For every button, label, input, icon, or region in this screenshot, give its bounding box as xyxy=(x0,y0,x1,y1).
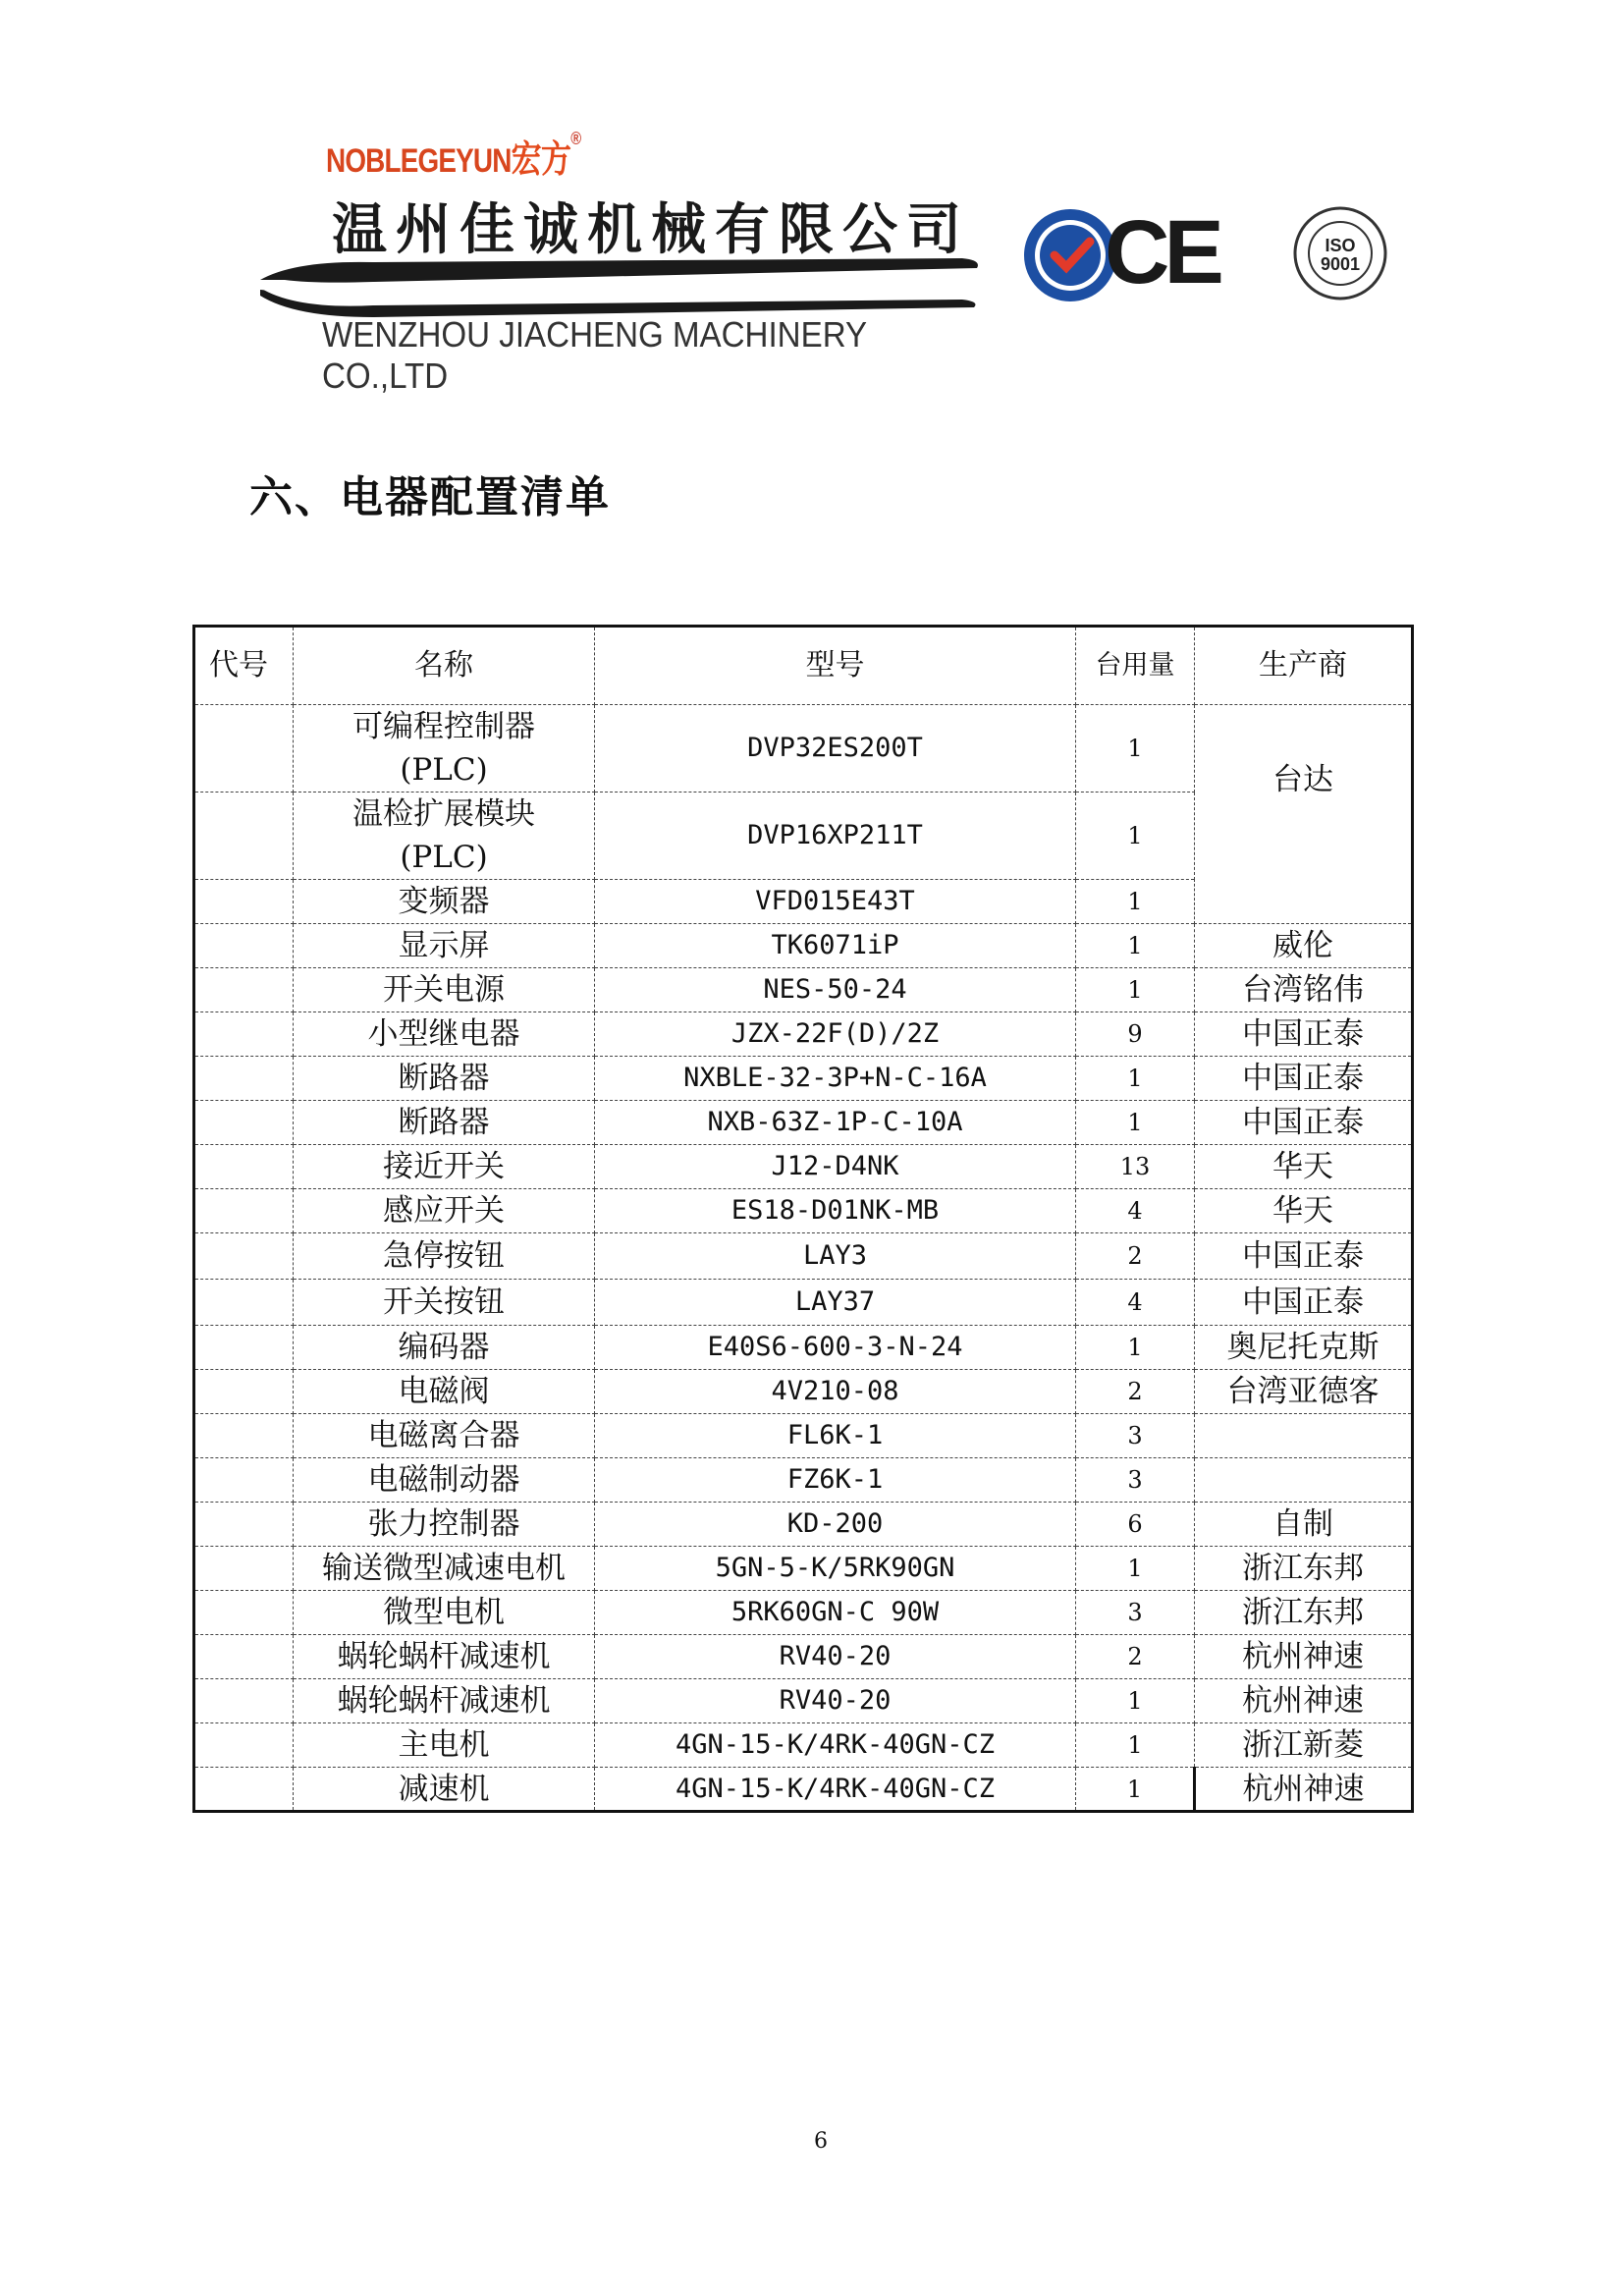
header-code: 代号 xyxy=(194,627,294,705)
cell-qty: 1 xyxy=(1076,1326,1195,1370)
cell-model: J12-D4NK xyxy=(595,1145,1076,1189)
cell-manufacturer: 杭州神速 xyxy=(1195,1679,1413,1723)
table-header-row xyxy=(194,627,1413,705)
cell-name: 变频器 xyxy=(294,880,595,924)
table-row xyxy=(194,1414,1413,1458)
cell-qty: 3 xyxy=(1076,1591,1195,1635)
cell-manufacturer: 中国正泰 xyxy=(1195,1280,1413,1326)
cell-manufacturer: 自制 xyxy=(1195,1503,1413,1547)
cell-model: 5GN-5-K/5RK90GN xyxy=(595,1547,1076,1591)
brand-logo-text: NOBLEGEYUN宏方® xyxy=(326,129,581,181)
table-row xyxy=(194,1458,1413,1503)
table-row xyxy=(194,1591,1413,1635)
header-name: 名称 xyxy=(294,627,595,705)
cell-model: E40S6-600-3-N-24 xyxy=(595,1326,1076,1370)
cell-name: 输送微型减速电机 xyxy=(294,1547,595,1591)
cell-name: 可编程控制器(PLC) xyxy=(294,705,595,793)
cell-name: 减速机 xyxy=(294,1768,595,1812)
cell-model: RV40-20 xyxy=(595,1635,1076,1679)
cell-model: NES-50-24 xyxy=(595,968,1076,1012)
cell-model: NXB-63Z-1P-C-10A xyxy=(595,1101,1076,1145)
cell-code xyxy=(194,1101,294,1145)
cell-name: 开关按钮 xyxy=(294,1280,595,1326)
cell-qty: 1 xyxy=(1076,968,1195,1012)
table-row xyxy=(194,1723,1413,1768)
page-number: 6 xyxy=(814,2129,828,2154)
cell-qty: 6 xyxy=(1076,1503,1195,1547)
cell-code xyxy=(194,1414,294,1458)
cell-manufacturer: 中国正泰 xyxy=(1195,1101,1413,1145)
cell-name: 接近开关 xyxy=(294,1145,595,1189)
section-title: 六、电器配置清单 xyxy=(249,472,611,522)
table-row xyxy=(194,1012,1413,1057)
header-model: 型号 xyxy=(595,627,1076,705)
cell-code xyxy=(194,1503,294,1547)
cell-manufacturer: 浙江东邦 xyxy=(1195,1591,1413,1635)
cell-manufacturer: 浙江东邦 xyxy=(1195,1547,1413,1591)
cell-qty: 1 xyxy=(1076,1101,1195,1145)
cell-qty: 1 xyxy=(1076,1768,1195,1812)
cell-manufacturer: 中国正泰 xyxy=(1195,1233,1413,1280)
table-row xyxy=(194,1233,1413,1280)
cell-name: 急停按钮 xyxy=(294,1233,595,1280)
cell-name: 温检扩展模块(PLC) xyxy=(294,793,595,880)
ce-mark: CE xyxy=(1105,202,1218,302)
svg-text:ISO: ISO xyxy=(1325,236,1356,255)
company-name-cn: 温州佳诚机械有限公司 xyxy=(332,197,970,262)
cell-code xyxy=(194,1635,294,1679)
cell-code xyxy=(194,1768,294,1812)
cell-code xyxy=(194,1326,294,1370)
table-row xyxy=(194,1145,1413,1189)
cell-name: 感应开关 xyxy=(294,1189,595,1233)
cell-model: 4GN-15-K/4RK-40GN-CZ xyxy=(595,1723,1076,1768)
cell-name: 断路器 xyxy=(294,1057,595,1101)
company-name-en: WENZHOU JIACHENG MACHINERY CO.,LTD xyxy=(322,314,867,396)
cell-qty: 9 xyxy=(1076,1012,1195,1057)
cell-code xyxy=(194,1233,294,1280)
cell-qty: 2 xyxy=(1076,1635,1195,1679)
electrical-config-table xyxy=(192,625,1414,1813)
cell-qty: 3 xyxy=(1076,1458,1195,1503)
cell-qty: 2 xyxy=(1076,1370,1195,1414)
table-row xyxy=(194,705,1413,793)
cell-code xyxy=(194,1057,294,1101)
cell-code xyxy=(194,705,294,793)
table-row xyxy=(194,1547,1413,1591)
cell-qty: 1 xyxy=(1076,924,1195,968)
cell-qty: 1 xyxy=(1076,1057,1195,1101)
cell-code xyxy=(194,1370,294,1414)
cell-model: FL6K-1 xyxy=(595,1414,1076,1458)
table-row xyxy=(194,1280,1413,1326)
cell-model: LAY3 xyxy=(595,1233,1076,1280)
cell-manufacturer: 台达 xyxy=(1195,705,1413,924)
cell-name: 编码器 xyxy=(294,1326,595,1370)
cell-name: 蜗轮蜗杆减速机 xyxy=(294,1679,595,1723)
cell-qty: 1 xyxy=(1076,793,1195,880)
cell-qty: 13 xyxy=(1076,1145,1195,1189)
swoosh-graphic xyxy=(255,241,1001,319)
cell-model: LAY37 xyxy=(595,1280,1076,1326)
cell-model: JZX-22F(D)/2Z xyxy=(595,1012,1076,1057)
table-row xyxy=(194,1635,1413,1679)
cell-model: NXBLE-32-3P+N-C-16A xyxy=(595,1057,1076,1101)
cell-model: KD-200 xyxy=(595,1503,1076,1547)
table-row xyxy=(194,968,1413,1012)
cell-manufacturer: 杭州神速 xyxy=(1195,1635,1413,1679)
cell-code xyxy=(194,1591,294,1635)
cell-name: 电磁离合器 xyxy=(294,1414,595,1458)
table-row xyxy=(194,1189,1413,1233)
cell-code xyxy=(194,1679,294,1723)
cell-qty: 1 xyxy=(1076,1679,1195,1723)
cell-manufacturer xyxy=(1195,1458,1413,1503)
cell-qty: 3 xyxy=(1076,1414,1195,1458)
cell-name: 蜗轮蜗杆减速机 xyxy=(294,1635,595,1679)
cell-name: 开关电源 xyxy=(294,968,595,1012)
company-logo xyxy=(255,113,1031,396)
table-row xyxy=(194,1679,1413,1723)
cell-name: 微型电机 xyxy=(294,1591,595,1635)
cell-model: TK6071iP xyxy=(595,924,1076,968)
header-manufacturer: 生产商 xyxy=(1195,627,1413,705)
cell-name: 小型继电器 xyxy=(294,1012,595,1057)
cell-code xyxy=(194,1723,294,1768)
cell-manufacturer: 华天 xyxy=(1195,1189,1413,1233)
cell-model: VFD015E43T xyxy=(595,880,1076,924)
header-qty: 台用量 xyxy=(1076,627,1195,705)
cell-model: 5RK60GN-C 90W xyxy=(595,1591,1076,1635)
cell-model: 4GN-15-K/4RK-40GN-CZ xyxy=(595,1768,1076,1812)
cell-code xyxy=(194,1280,294,1326)
cell-manufacturer: 奥尼托克斯 xyxy=(1195,1326,1413,1370)
cell-name: 电磁制动器 xyxy=(294,1458,595,1503)
cell-qty: 2 xyxy=(1076,1233,1195,1280)
table-row xyxy=(194,1370,1413,1414)
cell-manufacturer: 威伦 xyxy=(1195,924,1413,968)
cell-model: ES18-D01NK-MB xyxy=(595,1189,1076,1233)
cell-code xyxy=(194,1547,294,1591)
cell-code xyxy=(194,1012,294,1057)
cell-manufacturer: 台湾亚德客 xyxy=(1195,1370,1413,1414)
cell-model: RV40-20 xyxy=(595,1679,1076,1723)
cell-name: 张力控制器 xyxy=(294,1503,595,1547)
svg-text:9001: 9001 xyxy=(1320,254,1361,274)
cell-qty: 4 xyxy=(1076,1189,1195,1233)
table-row xyxy=(194,1326,1413,1370)
table-row xyxy=(194,1768,1413,1812)
cell-manufacturer: 杭州神速 xyxy=(1195,1768,1413,1812)
cell-qty: 4 xyxy=(1076,1280,1195,1326)
cell-code xyxy=(194,968,294,1012)
cell-model: DVP32ES200T xyxy=(595,705,1076,793)
cell-name: 电磁阀 xyxy=(294,1370,595,1414)
cell-code xyxy=(194,924,294,968)
cell-name: 主电机 xyxy=(294,1723,595,1768)
table-row xyxy=(194,1057,1413,1101)
cell-code xyxy=(194,1189,294,1233)
iso-9001-seal-icon xyxy=(1291,204,1389,302)
cell-name: 断路器 xyxy=(294,1101,595,1145)
cell-code xyxy=(194,1145,294,1189)
cell-code xyxy=(194,1458,294,1503)
cell-manufacturer: 华天 xyxy=(1195,1145,1413,1189)
cell-model: 4V210-08 xyxy=(595,1370,1076,1414)
cell-model: FZ6K-1 xyxy=(595,1458,1076,1503)
cell-qty: 1 xyxy=(1076,880,1195,924)
cell-manufacturer: 中国正泰 xyxy=(1195,1057,1413,1101)
cell-manufacturer: 浙江新菱 xyxy=(1195,1723,1413,1768)
table-row xyxy=(194,924,1413,968)
cell-code xyxy=(194,880,294,924)
table-row xyxy=(194,1101,1413,1145)
cell-model: DVP16XP211T xyxy=(595,793,1076,880)
cell-qty: 1 xyxy=(1076,1547,1195,1591)
cell-manufacturer: 中国正泰 xyxy=(1195,1012,1413,1057)
cell-manufacturer xyxy=(1195,1414,1413,1458)
cell-code xyxy=(194,793,294,880)
cell-qty: 1 xyxy=(1076,705,1195,793)
cell-qty: 1 xyxy=(1076,1723,1195,1768)
table-row xyxy=(194,1503,1413,1547)
cell-manufacturer: 台湾铭伟 xyxy=(1195,968,1413,1012)
cell-name: 显示屏 xyxy=(294,924,595,968)
